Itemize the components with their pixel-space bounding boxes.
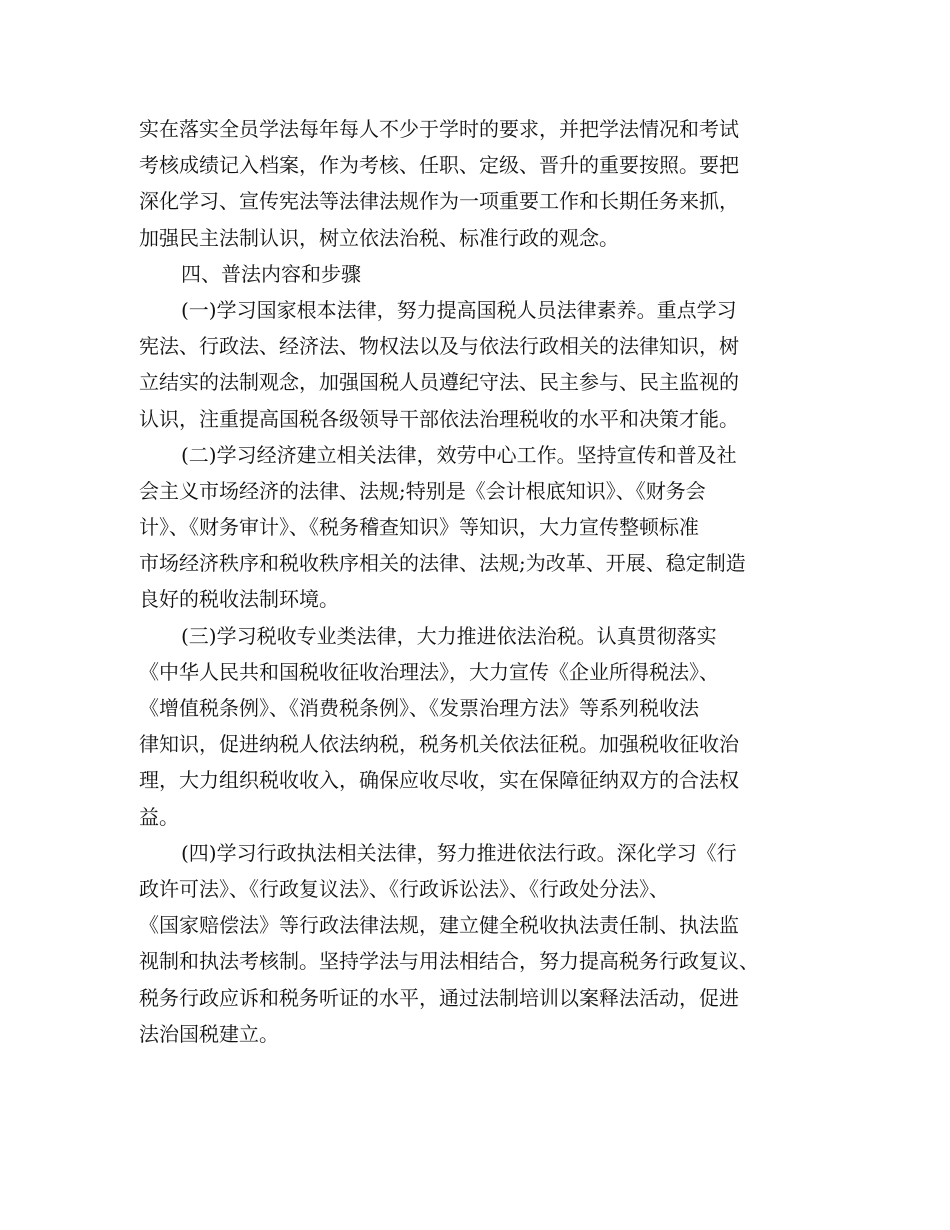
document-body xyxy=(139,111,819,1052)
text-line: 《增值税条例》、《消费税条例》、《发票治理方法》等系列税收法 xyxy=(139,696,699,720)
text-line: 理，大力组织税收收入，确保应收尽收，实在保障征纳双方的合法权 xyxy=(139,768,739,793)
text-line: 视制和执法考核制。坚持学法与用法相结合，努力提高税务行政复议、 xyxy=(139,949,759,974)
text-line: 《中华人民共和国税收征收治理法》，大力宣传《企业所得税法》、 xyxy=(139,659,719,684)
text-line: 政许可法》、《行政复议法》、《行政诉讼法》、《行政处分法》、 xyxy=(139,876,669,901)
text-line: 实在落实全员学法每年每人不少于学时的要求，并把学法情况和考试 xyxy=(139,117,739,141)
text-line: 益。 xyxy=(139,804,179,829)
paragraph-first-line: (三)学习税收专业类法律，大力推进依法治税。认真贯彻落实 xyxy=(181,623,717,648)
text-line: 市场经济秩序和税收秩序相关的法律、法规;为改革、开展、稳定制造 xyxy=(139,551,746,576)
paragraph-first-line: 四、普法内容和步骤 xyxy=(181,261,361,286)
paragraph-first-line: (四)学习行政执法相关法律，努力推进依法行政。深化学习《行 xyxy=(181,840,737,865)
text-line: 良好的税收法制环境。 xyxy=(139,587,339,612)
text-line: 立结实的法制观念，加强国税人员遵纪守法、民主参与、民主监视的 xyxy=(139,370,739,395)
text-line: 认识，注重提高国税各级领导干部依法治理税收的水平和决策才能。 xyxy=(139,406,739,431)
text-line: 计》、《财务审计》、《税务稽查知识》等知识，大力宣传整顿标准 xyxy=(139,515,699,540)
paragraph-first-line: (二)学习经济建立相关法律，效劳中心工作。坚持宣传和普及社 xyxy=(181,442,737,467)
text-line: 《国家赔偿法》等行政法律法规，建立健全税收执法责任制、执法监 xyxy=(139,913,739,938)
text-line: 律知识，促进纳税人依法纳税，税务机关依法征税。加强税收征收治 xyxy=(139,732,739,757)
text-line: 税务行政应诉和税务听证的水平，通过法制培训以案释法活动，促进 xyxy=(139,985,739,1010)
text-line: 加强民主法制认识，树立依法治税、标准行政的观念。 xyxy=(139,225,619,250)
text-line: 法治国税建立。 xyxy=(139,1021,279,1046)
text-line: 会主义市场经济的法律、法规;特别是《会计根底知识》、《财务会 xyxy=(139,478,706,503)
text-line: 深化学习、宣传宪法等法律法规作为一项重要工作和长期任务来抓， xyxy=(139,189,739,214)
paragraph-first-line: (一)学习国家根本法律，努力提高国税人员法律素养。重点学习 xyxy=(181,297,737,322)
text-line: 考核成绩记入档案，作为考核、任职、定级、晋升的重要按照。要把 xyxy=(139,153,739,178)
text-line: 宪法、行政法、经济法、物权法以及与依法行政相关的法律知识，树 xyxy=(139,334,739,359)
